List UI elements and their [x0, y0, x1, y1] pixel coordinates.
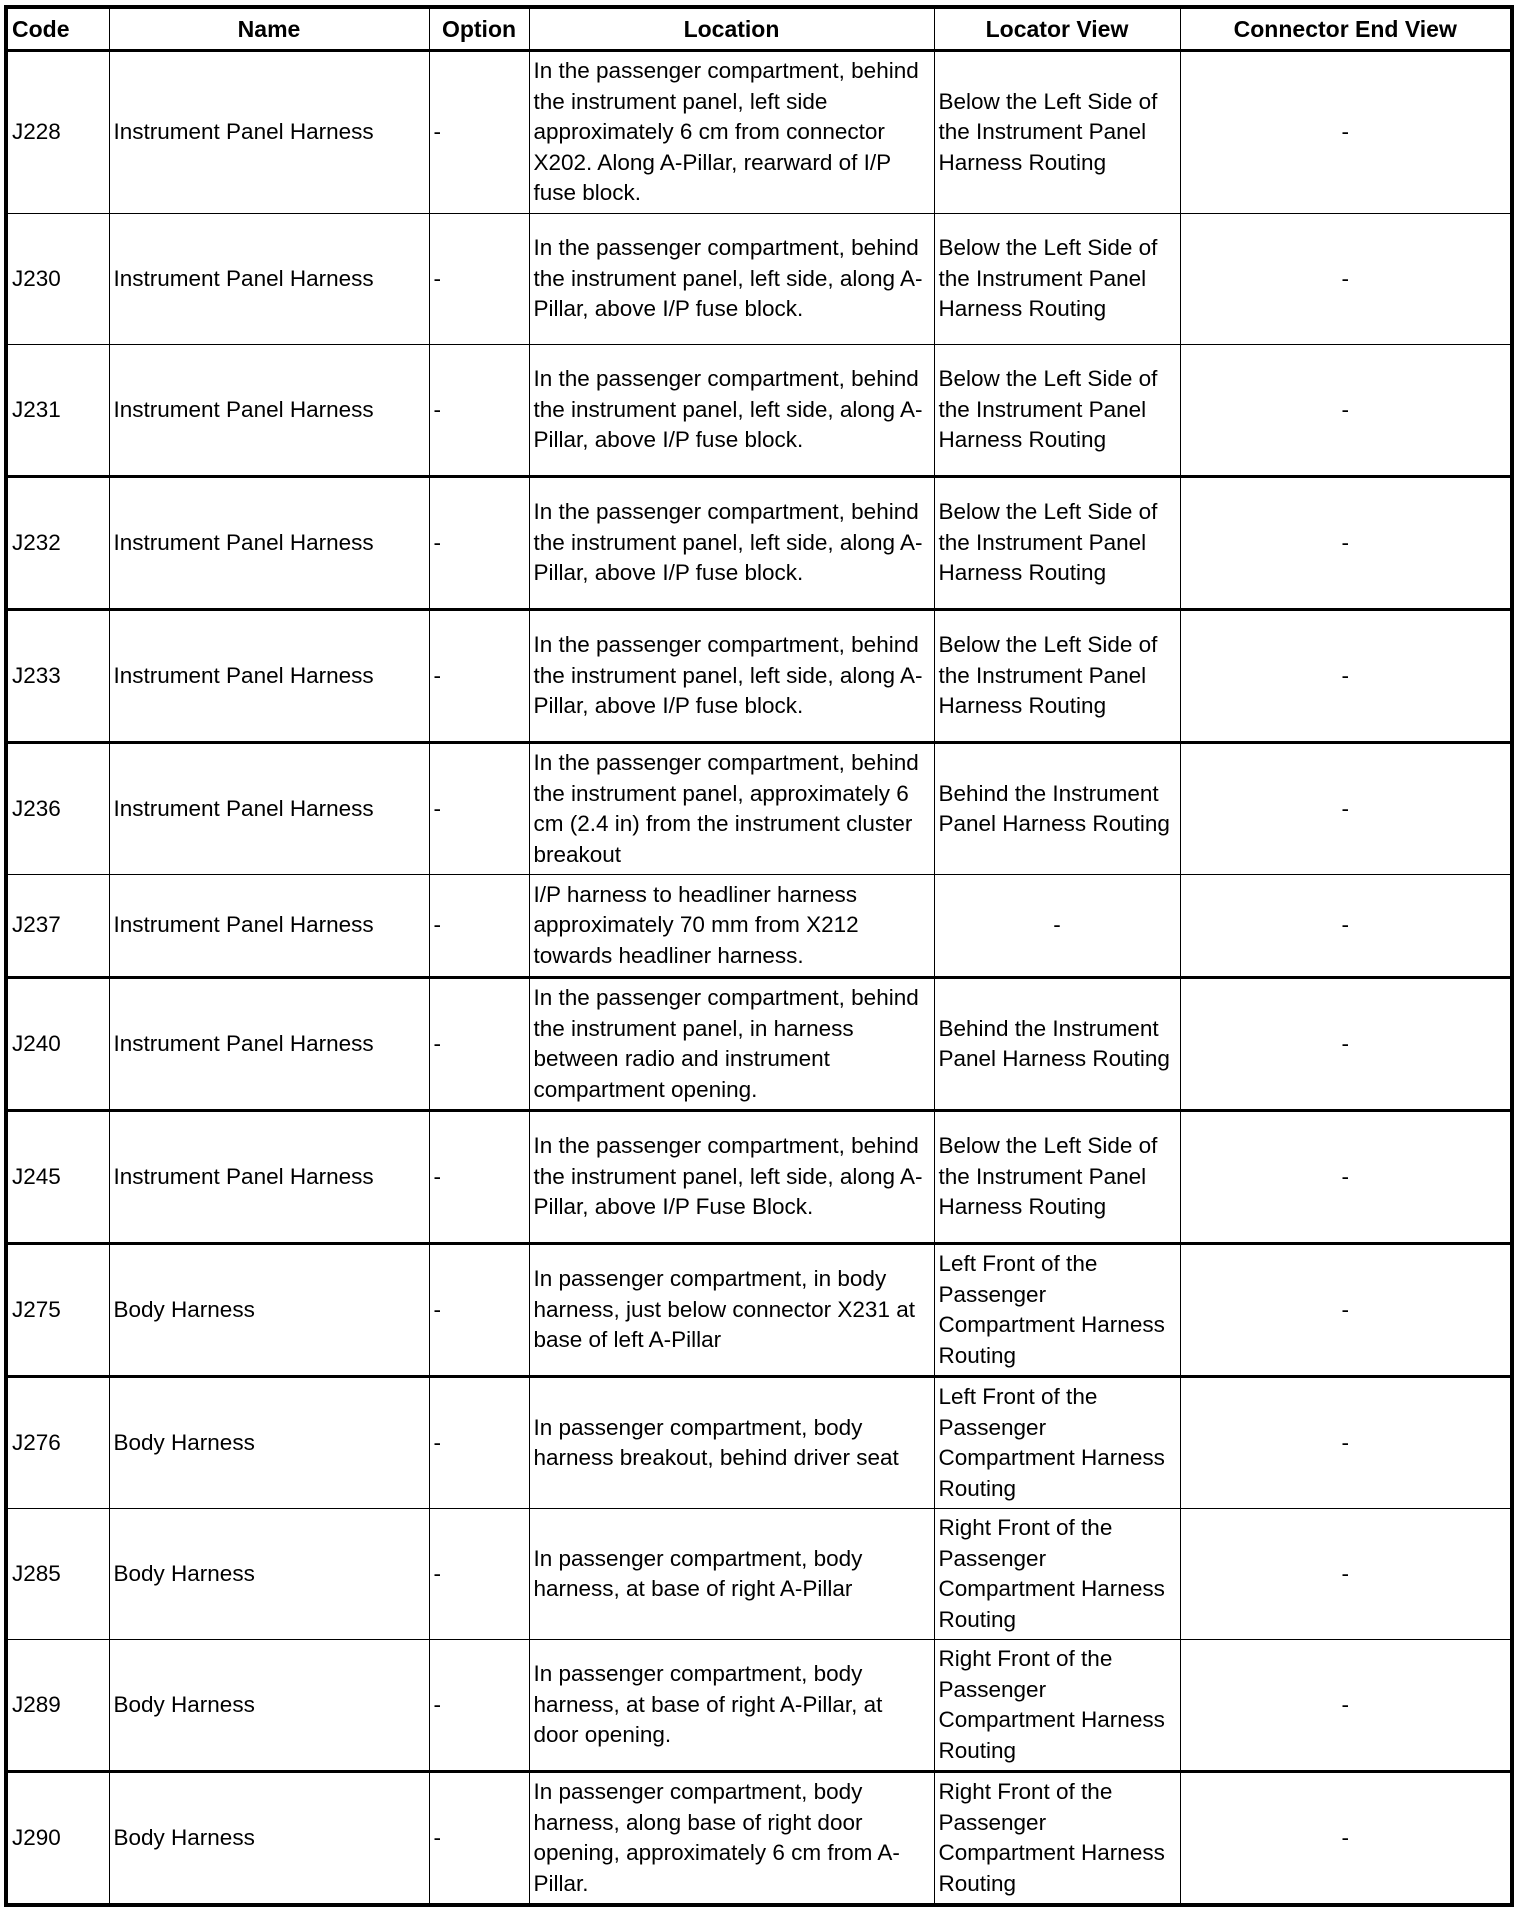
cell-option: - [429, 1640, 529, 1772]
cell-connector-end-view: - [1180, 978, 1512, 1111]
cell-option: - [429, 345, 529, 477]
header-code: Code [6, 7, 109, 51]
cell-option: - [429, 1772, 529, 1906]
cell-locator-view: Left Front of the Passenger Compartment Harness Routing [934, 1377, 1180, 1509]
cell-name: Instrument Panel Harness [109, 610, 429, 743]
cell-location: I/P harness to headliner harness approximately 70 mm from X212 towards headliner harness. [529, 875, 934, 978]
header-location: Location [529, 7, 934, 51]
cell-location: In the passenger compartment, behind the instrument panel, left side, along A-Pillar, above I/P fuse block. [529, 345, 934, 477]
cell-name: Instrument Panel Harness [109, 743, 429, 875]
cell-locator-view: Right Front of the Passenger Compartment Harness Routing [934, 1772, 1180, 1906]
cell-code: J232 [6, 477, 109, 610]
cell-connector-end-view: - [1180, 1111, 1512, 1244]
cell-name: Instrument Panel Harness [109, 875, 429, 978]
cell-name: Instrument Panel Harness [109, 477, 429, 610]
table-row [6, 1640, 1512, 1772]
cell-connector-end-view: - [1180, 1772, 1512, 1906]
table-row [6, 214, 1512, 345]
cell-code: J237 [6, 875, 109, 978]
cell-option: - [429, 743, 529, 875]
cell-location: In the passenger compartment, behind the instrument panel, left side, along A-Pillar, above I/P Fuse Block. [529, 1111, 934, 1244]
cell-name: Body Harness [109, 1640, 429, 1772]
header-connector-end-view: Connector End View [1180, 7, 1512, 51]
table-row [6, 978, 1512, 1111]
header-row [6, 7, 1512, 51]
cell-connector-end-view: - [1180, 477, 1512, 610]
cell-option: - [429, 875, 529, 978]
cell-name: Body Harness [109, 1244, 429, 1377]
cell-locator-view: - [934, 875, 1180, 978]
cell-code: J275 [6, 1244, 109, 1377]
connector-table [4, 5, 1514, 1907]
cell-option: - [429, 1509, 529, 1640]
cell-code: J245 [6, 1111, 109, 1244]
cell-code: J236 [6, 743, 109, 875]
cell-connector-end-view: - [1180, 1509, 1512, 1640]
cell-location: In passenger compartment, body harness, along base of right door opening, approximately 6 cm from A-Pillar. [529, 1772, 934, 1906]
cell-location: In passenger compartment, in body harness, just below connector X231 at base of left A-Pillar [529, 1244, 934, 1377]
cell-locator-view: Below the Left Side of the Instrument Panel Harness Routing [934, 345, 1180, 477]
cell-connector-end-view: - [1180, 1244, 1512, 1377]
cell-locator-view: Behind the Instrument Panel Harness Routing [934, 978, 1180, 1111]
cell-location: In the passenger compartment, behind the instrument panel, left side, along A-Pillar, above I/P fuse block. [529, 477, 934, 610]
table-row [6, 875, 1512, 978]
cell-name: Body Harness [109, 1772, 429, 1906]
cell-option: - [429, 610, 529, 743]
cell-locator-view: Below the Left Side of the Instrument Panel Harness Routing [934, 610, 1180, 743]
cell-code: J289 [6, 1640, 109, 1772]
table-row [6, 1111, 1512, 1244]
cell-connector-end-view: - [1180, 345, 1512, 477]
cell-location: In the passenger compartment, behind the instrument panel, in harness between radio and instrument compartment opening. [529, 978, 934, 1111]
cell-connector-end-view: - [1180, 875, 1512, 978]
cell-name: Instrument Panel Harness [109, 345, 429, 477]
cell-option: - [429, 1111, 529, 1244]
table-row [6, 1377, 1512, 1509]
cell-name: Instrument Panel Harness [109, 978, 429, 1111]
header-option: Option [429, 7, 529, 51]
cell-connector-end-view: - [1180, 214, 1512, 345]
cell-code: J290 [6, 1772, 109, 1906]
cell-locator-view: Below the Left Side of the Instrument Panel Harness Routing [934, 1111, 1180, 1244]
cell-code: J228 [6, 51, 109, 214]
cell-option: - [429, 978, 529, 1111]
cell-name: Body Harness [109, 1377, 429, 1509]
table-row [6, 51, 1512, 214]
cell-connector-end-view: - [1180, 1377, 1512, 1509]
cell-code: J233 [6, 610, 109, 743]
cell-location: In the passenger compartment, behind the instrument panel, left side, along A-Pillar, above I/P fuse block. [529, 610, 934, 743]
table-body [6, 51, 1512, 1906]
table-row [6, 1509, 1512, 1640]
cell-connector-end-view: - [1180, 743, 1512, 875]
cell-option: - [429, 51, 529, 214]
cell-location: In the passenger compartment, behind the instrument panel, left side, along A-Pillar, above I/P fuse block. [529, 214, 934, 345]
header-name: Name [109, 7, 429, 51]
cell-option: - [429, 214, 529, 345]
cell-locator-view: Below the Left Side of the Instrument Panel Harness Routing [934, 51, 1180, 214]
cell-option: - [429, 1377, 529, 1509]
cell-location: In passenger compartment, body harness, at base of right A-Pillar [529, 1509, 934, 1640]
cell-name: Instrument Panel Harness [109, 1111, 429, 1244]
cell-locator-view: Right Front of the Passenger Compartment Harness Routing [934, 1509, 1180, 1640]
header-locator-view: Locator View [934, 7, 1180, 51]
cell-locator-view: Below the Left Side of the Instrument Panel Harness Routing [934, 477, 1180, 610]
cell-locator-view: Behind the Instrument Panel Harness Routing [934, 743, 1180, 875]
cell-location: In passenger compartment, body harness breakout, behind driver seat [529, 1377, 934, 1509]
table-header [6, 7, 1512, 51]
table-row [6, 1772, 1512, 1906]
cell-connector-end-view: - [1180, 51, 1512, 214]
table-row [6, 610, 1512, 743]
cell-connector-end-view: - [1180, 610, 1512, 743]
cell-code: J240 [6, 978, 109, 1111]
cell-code: J231 [6, 345, 109, 477]
cell-code: J276 [6, 1377, 109, 1509]
cell-name: Instrument Panel Harness [109, 214, 429, 345]
cell-name: Body Harness [109, 1509, 429, 1640]
cell-locator-view: Left Front of the Passenger Compartment Harness Routing [934, 1244, 1180, 1377]
cell-locator-view: Right Front of the Passenger Compartment Harness Routing [934, 1640, 1180, 1772]
table-row [6, 477, 1512, 610]
cell-option: - [429, 477, 529, 610]
table-row [6, 743, 1512, 875]
cell-location: In the passenger compartment, behind the instrument panel, left side approximately 6 cm from connector X202. Along A-Pillar, rearward of I/P fuse block. [529, 51, 934, 214]
cell-location: In passenger compartment, body harness, at base of right A-Pillar, at door opening. [529, 1640, 934, 1772]
cell-connector-end-view: - [1180, 1640, 1512, 1772]
table-row [6, 345, 1512, 477]
cell-code: J285 [6, 1509, 109, 1640]
cell-location: In the passenger compartment, behind the instrument panel, approximately 6 cm (2.4 in) from the instrument cluster breakout [529, 743, 934, 875]
cell-name: Instrument Panel Harness [109, 51, 429, 214]
cell-locator-view: Below the Left Side of the Instrument Panel Harness Routing [934, 214, 1180, 345]
cell-option: - [429, 1244, 529, 1377]
table-row [6, 1244, 1512, 1377]
cell-code: J230 [6, 214, 109, 345]
